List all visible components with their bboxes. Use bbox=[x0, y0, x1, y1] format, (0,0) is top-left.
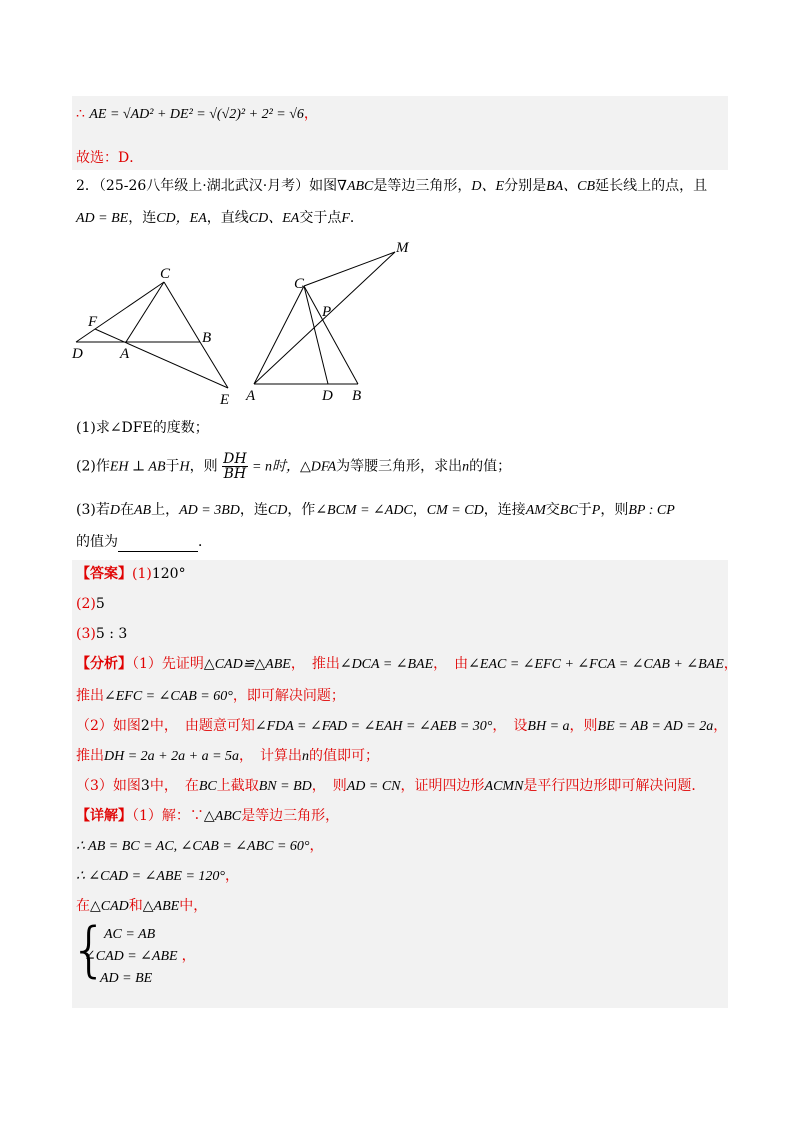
system-row1: AC = AB bbox=[104, 927, 156, 942]
system-row2: ∠CAD = ∠ABE ， bbox=[84, 948, 196, 964]
analysis-line2: 推出∠EFC = ∠CAB = 60°，即可解决问题； bbox=[76, 688, 345, 704]
seg-ca bbox=[126, 282, 164, 342]
seg-cb bbox=[304, 286, 358, 384]
figure-1 bbox=[70, 262, 240, 412]
fig2-label-p: P bbox=[322, 304, 332, 320]
q2-part3: (3)若D在AB上，AD = 3BD，连CD，作∠BCM = ∠ADC，CM = CD，连接AM交BC于P，则BP : CP bbox=[76, 502, 675, 518]
prev-choice: 故选：D． bbox=[76, 150, 144, 166]
detail-line3: ∴ ∠CAD = ∠ABE = 120°， bbox=[76, 868, 240, 884]
fig2-label-b: B bbox=[352, 388, 362, 404]
answer-line2: (2)5 bbox=[76, 596, 105, 612]
fig1-label-f: F bbox=[88, 314, 98, 330]
detail-line4: 在△CAD和△ABE中， bbox=[76, 898, 208, 914]
fig1-label-a: A bbox=[120, 346, 130, 362]
fig2-label-m: M bbox=[396, 240, 409, 256]
seg-cm bbox=[304, 252, 395, 286]
analysis-line3: （2）如图2中， 由题意可知∠FDA = ∠FAD = ∠EAH = ∠AEB = 30°， 设BH = a，则BE = AB = AD = 2a， bbox=[76, 718, 728, 734]
fig1-label-e: E bbox=[220, 392, 230, 408]
prev-ae-line: ∴ AE = √AD² + DE² = √(√2)² + 2² = √6， bbox=[76, 106, 318, 122]
ratio-dh-bh: $\frac{DH}{BH}$ bbox=[223, 451, 247, 482]
seg-cb bbox=[164, 282, 200, 342]
seg-cd bbox=[304, 286, 328, 384]
system-brace: { bbox=[70, 915, 109, 985]
seg-dc bbox=[76, 282, 164, 342]
seg-ac bbox=[254, 286, 304, 384]
ae-formula: AE = √AD² + DE² = √(√2)² + 2² = √6 bbox=[89, 107, 304, 122]
answer-line3: (3)5 : 3 bbox=[76, 626, 128, 642]
q2-part2: (2)作EH ⊥ AB于H，则 $\frac{DH}{BH}$ = n时，△DFA为等腰三角形，求出n的值； bbox=[76, 451, 512, 482]
q2-stem-line2: AD = BE，连CD，EA，直线CD、EA交于点F． bbox=[76, 210, 364, 226]
fig2-label-a: A bbox=[246, 388, 256, 404]
system-row3: AD = BE bbox=[100, 971, 153, 986]
figure-2 bbox=[240, 236, 420, 406]
fig1-label-d: D bbox=[72, 346, 83, 362]
analysis-line5: （3）如图3中， 在BC上截取BN = BD， 则AD = CN，证明四边形ACMN是平行四边形即可解决问题． bbox=[76, 778, 706, 794]
fig2-label-d: D bbox=[322, 388, 333, 404]
q2-stem-line1: 2．（25-26八年级上·湖北武汉·月考）如图∇ABC是等边三角形，D、E分别是BA、CB延长线上的点，且 bbox=[76, 178, 708, 194]
answer-blank bbox=[118, 537, 198, 552]
seg-be bbox=[200, 342, 228, 388]
detail-line2: ∴ AB = BC = AC, ∠CAB = ∠ABC = 60°， bbox=[76, 838, 324, 854]
q2-part3-tail: 的值为 ． bbox=[76, 534, 212, 550]
analysis-line4: 推出DH = 2a + 2a + a = 5a， 计算出n的值即可； bbox=[76, 748, 380, 764]
fig2-label-c: C bbox=[294, 276, 305, 292]
answer-line1: 【答案】(1)120° bbox=[76, 566, 186, 582]
analysis-line1: 【分析】（1）先证明△CAD≌△ABE， 推出∠DCA = ∠BAE， 由∠EAC = ∠EFC + ∠FCA = ∠CAB + ∠BAE， bbox=[76, 656, 738, 672]
fig1-label-b: B bbox=[202, 330, 212, 346]
fig1-label-c: C bbox=[160, 266, 171, 282]
detail-line1: 【详解】（1）解：∵△ABC是等边三角形， bbox=[76, 808, 340, 824]
q2-part1: (1)求∠DFE的度数； bbox=[76, 420, 209, 436]
